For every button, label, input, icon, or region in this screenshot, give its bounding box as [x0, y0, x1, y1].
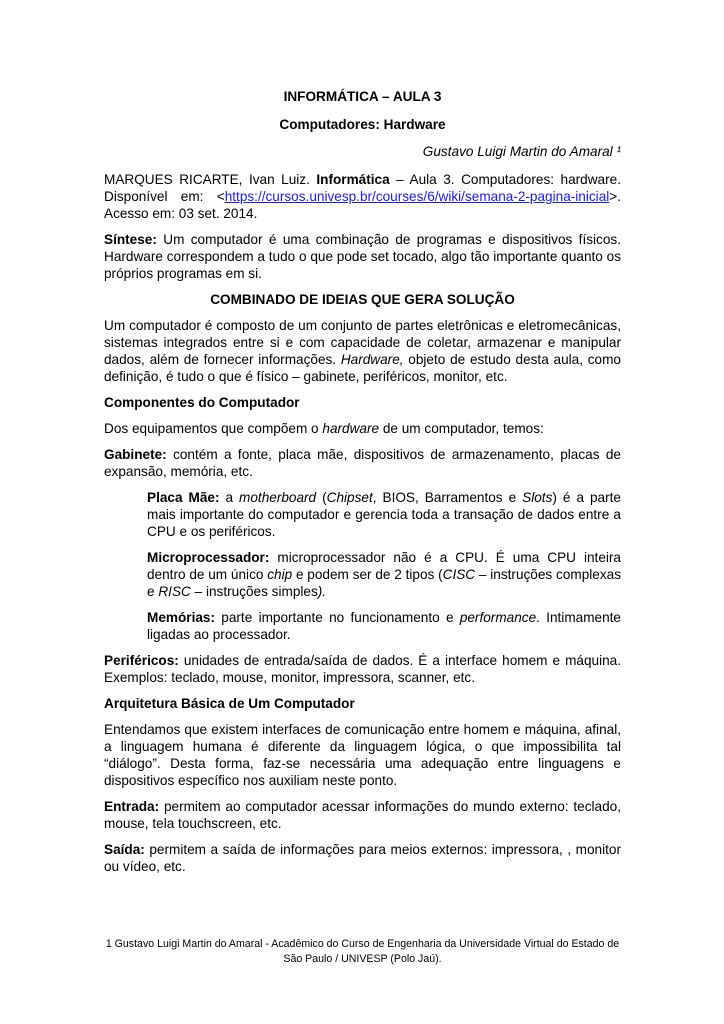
placa-mae-paragraph: Placa Mãe: a motherboard (Chipset, BIOS, Barramentos e Slots) é a parte mais importante do computador e gerencia toda a transação de dados entre a CPU e os periféricos. — [147, 490, 621, 539]
intro-paragraph: Um computador é composto de um conjunto de partes eletrônicas e eletromecânicas, sistemas integrados entre si e com capacidade de coletar, armazenar e manipular dados, além de fornecer informações. Hardware, objeto de estudo desta aula, como definição, é tudo o que é físico – gabinete, periféricos, monitor, etc. — [104, 318, 621, 384]
saida-paragraph: Saída: permitem a saída de informações para meios externos: impressora, , monitor ou vídeo, etc. — [104, 842, 621, 874]
arquitetura-paragraph: Entendamos que existem interfaces de comunicação entre homem e máquina, afinal, a linguagem humana é diferente da linguagem lógica, o que impossibilita tal “diálogo”. Desta forma, faz-se necessária uma adequação entre linguagens e dispositivos específico nos auxiliam neste ponto. — [104, 722, 621, 788]
arquitetura-heading: Arquitetura Básica de Um Computador — [104, 696, 355, 711]
document-subtitle: Computadores: Hardware — [279, 117, 446, 132]
reference-title: Informática — [316, 172, 390, 187]
entrada-paragraph: Entrada: permitem ao computador acessar informações do mundo externo: teclado, mouse, tela touchscreen, etc. — [104, 799, 621, 831]
footnote: 1 Gustavo Luigi Martin do Amaral - Acadêmico do Curso de Engenharia da Universidade Virtual do Estado de São Paulo / UNIVESP (Polo Jaú). — [105, 938, 620, 965]
components-heading: Componentes do Computador — [104, 395, 300, 410]
document-title: INFORMÁTICA – AULA 3 — [283, 89, 442, 104]
sintese-label: Síntese: — [104, 232, 157, 247]
microprocessador-paragraph: Microprocessador: microprocessador não é a CPU. É uma CPU inteira dentro de um único chip e podem ser de 2 tipos (CISC – instruções complexas e RISC – instruções simples). — [147, 550, 621, 599]
components-intro: Dos equipamentos que compõem o hardware de um computador, temos: — [104, 421, 544, 436]
reference-link[interactable]: https://cursos.univesp.br/courses/6/wiki/semana-2-pagina-inicial — [224, 189, 610, 204]
document-body — [104, 88, 621, 884]
sintese-paragraph: Síntese: Um computador é uma combinação de programas e dispositivos físicos. Hardware correspondem a tudo o que pode set tocado, algo tão importante quanto os próprios programas em si. — [104, 232, 621, 281]
memorias-paragraph: Memórias: parte importante no funcionamento e performance. Intimamente ligadas ao processador. — [147, 610, 621, 642]
section-heading-center: COMBINADO DE IDEIAS QUE GERA SOLUÇÃO — [210, 292, 515, 307]
gabinete-paragraph: Gabinete: contém a fonte, placa mãe, dispositivos de armazenamento, placas de expansão, memória, etc. — [104, 447, 621, 479]
reference-paragraph: MARQUES RICARTE, Ivan Luiz. Informática – Aula 3. Computadores: hardware. Disponível em: <https://cursos.univesp.br/courses/6/wiki/semana-2-pagina-inicial>. Acesso em: 03 set. 2014. — [104, 172, 621, 221]
author-line: Gustavo Luigi Martin do Amaral ¹ — [422, 144, 621, 159]
perifericos-paragraph: Periféricos: unidades de entrada/saída de dados. É a interface homem e máquina. Exemplos: teclado, mouse, monitor, impressora, scanner, etc. — [104, 653, 621, 685]
